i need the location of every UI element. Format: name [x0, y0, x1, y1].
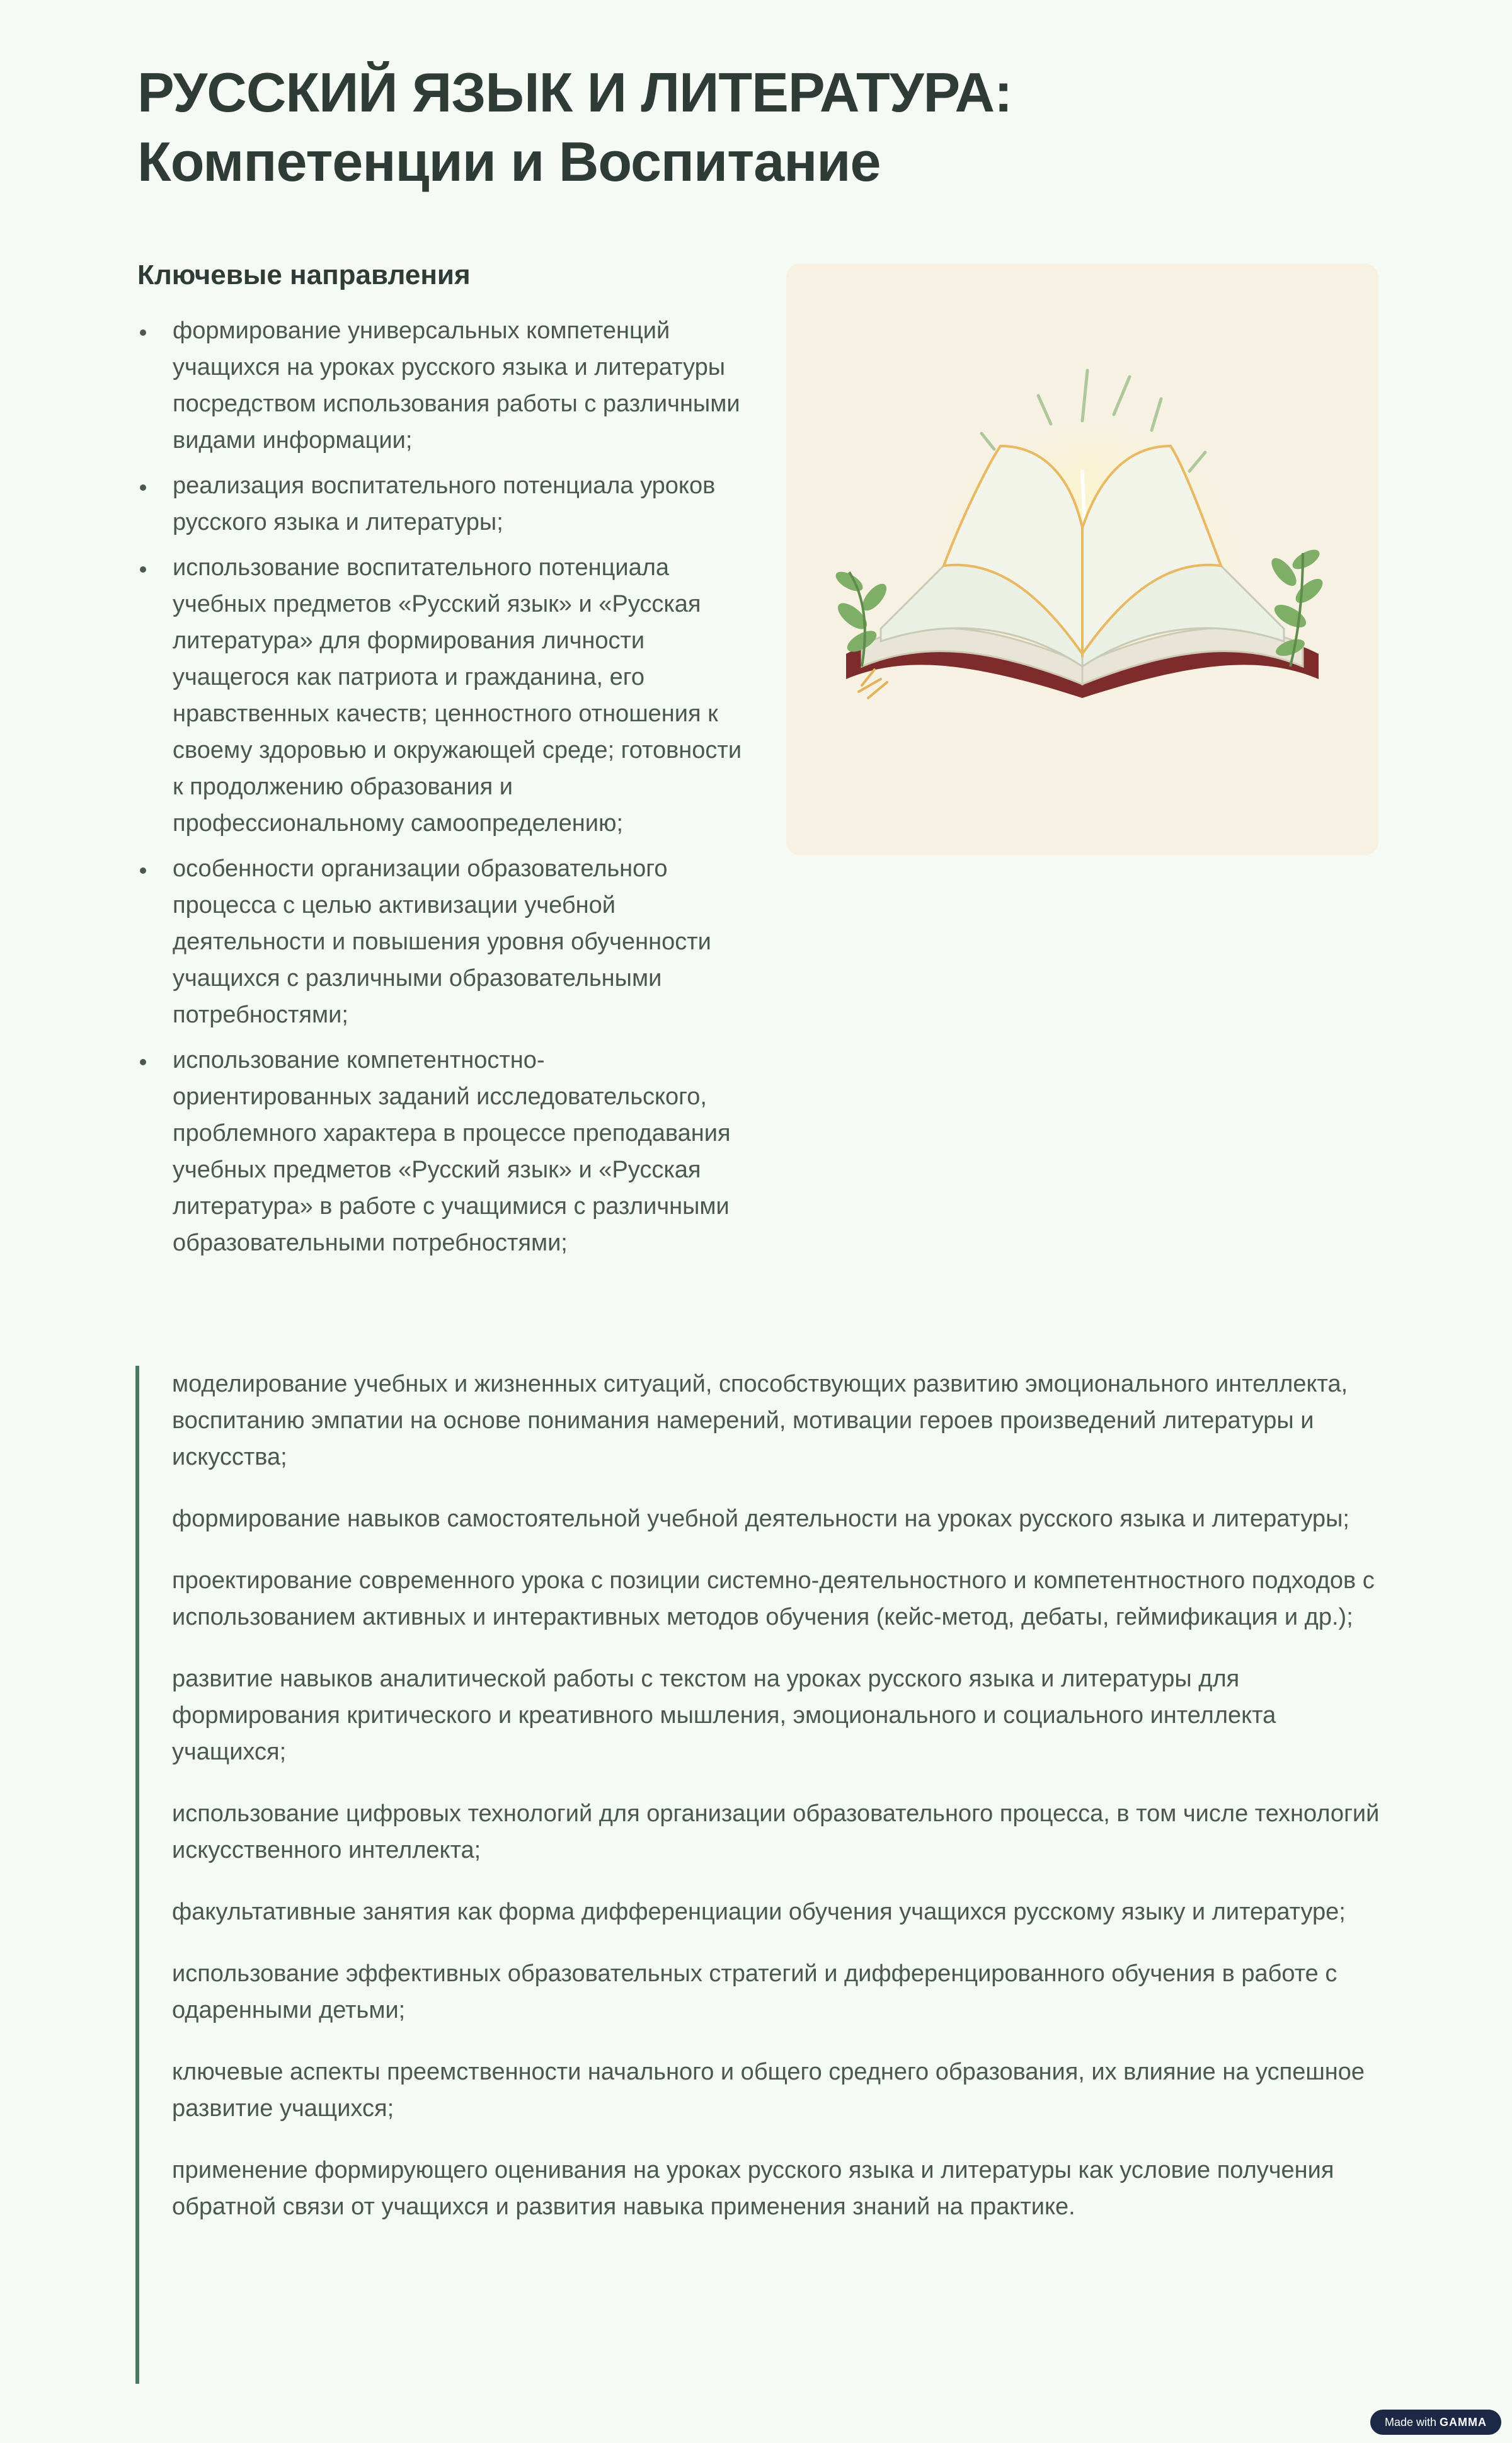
quote-paragraph: проектирование современного урока с позиции системно-деятельностного и компетентностного подходов с использованием активных и интерактивных методов обучения (кейс-метод, дебаты, геймификация и др.); [172, 1567, 1375, 1630]
bullet-dot-icon [140, 566, 146, 573]
quote-paragraph: моделирование учебных и жизненных ситуаций, способствующих развитию эмоционального интеллекта, воспитанию эмпатии на основе понимания намерений, мотивации героев произведений литературы и искусства; [172, 1371, 1348, 1470]
bullet-text: особенности организации образовательного процесса с целью активизации учебной деятельности и повышения уровня обученности учащихся с различными образовательными потребностями; [173, 855, 711, 1028]
quote-block [135, 1366, 1390, 2384]
page-title-line-2: Компетенции и Воспитание [137, 130, 881, 193]
quote-paragraph: формирование навыков самостоятельной учебной деятельности на уроках русского языка и литературы; [172, 1506, 1349, 1532]
quote-paragraph: ключевые аспекты преемственности начального и общего среднего образования, их влияние на успешное развитие учащихся; [172, 2059, 1365, 2122]
quote-paragraph: факультативные занятия как форма дифференциации обучения учащихся русскому языку и литературе; [172, 1899, 1346, 1925]
bullet-text: формирование универсальных компетенций учащихся на уроках русского языка и литературы посредством использования работы с различными видами информации; [173, 318, 740, 454]
bullet-item [137, 549, 742, 842]
bullet-text: реализация воспитательного потенциала уроков русского языка и литературы; [173, 472, 716, 535]
quote-paragraph: развитие навыков аналитической работы с текстом на уроках русского языка и литературы для формирования критического и креативного мышления, эмоционального и социального интеллекта учащихся; [172, 1666, 1276, 1765]
quote-paragraph: применение формирующего оценивания на уроках русского языка и литературы как условие получения обратной связи от учащихся и развития навыка применения знаний на практике. [172, 2157, 1334, 2220]
bullet-text: использование воспитательного потенциала учебных предметов «Русский язык» и «Русская литература» для формирования личности учащегося как патриота и гражданина, его нравственных качеств; ценностного отношения к своему здоровью и окружающей среде; готовности к продолжению образования и профессиональному самоопределению; [173, 554, 742, 837]
page-title [137, 58, 1334, 197]
bullet-dot-icon [140, 1059, 146, 1065]
open-book-icon [786, 263, 1378, 855]
quote-paragraph: использование эффективных образовательных стратегий и дифференцированного обучения в работе с одаренными детьми; [172, 1960, 1337, 2023]
bullet-item [137, 467, 742, 541]
badge-prefix: Made with [1384, 2416, 1437, 2429]
bullet-dot-icon [140, 867, 146, 874]
bullet-dot-icon [140, 329, 146, 336]
bullet-text: использование компетентностно-ориентированных заданий исследовательского, проблемного характера в процессе преподавания учебных предметов «Русский язык» и «Русская литература» в работе с учащимися с различными образовательными потребностями; [173, 1047, 731, 1256]
bullet-item [137, 850, 742, 1033]
bullet-item [137, 312, 742, 459]
badge-brand: GAMMA [1440, 2416, 1487, 2429]
section-heading: Ключевые направления [137, 260, 471, 290]
quote-paragraph: использование цифровых технологий для организации образовательного процесса, в том числе технологий искусственного интеллекта; [172, 1800, 1380, 1863]
page-title-line-1: РУССКИЙ ЯЗЫК И ЛИТЕРАТУРА: [137, 61, 1012, 123]
book-illustration [786, 263, 1378, 855]
key-directions-list [137, 312, 742, 1270]
made-with-gamma-badge[interactable] [1370, 2410, 1501, 2435]
bullet-item [137, 1042, 742, 1261]
bullet-dot-icon [140, 484, 146, 491]
